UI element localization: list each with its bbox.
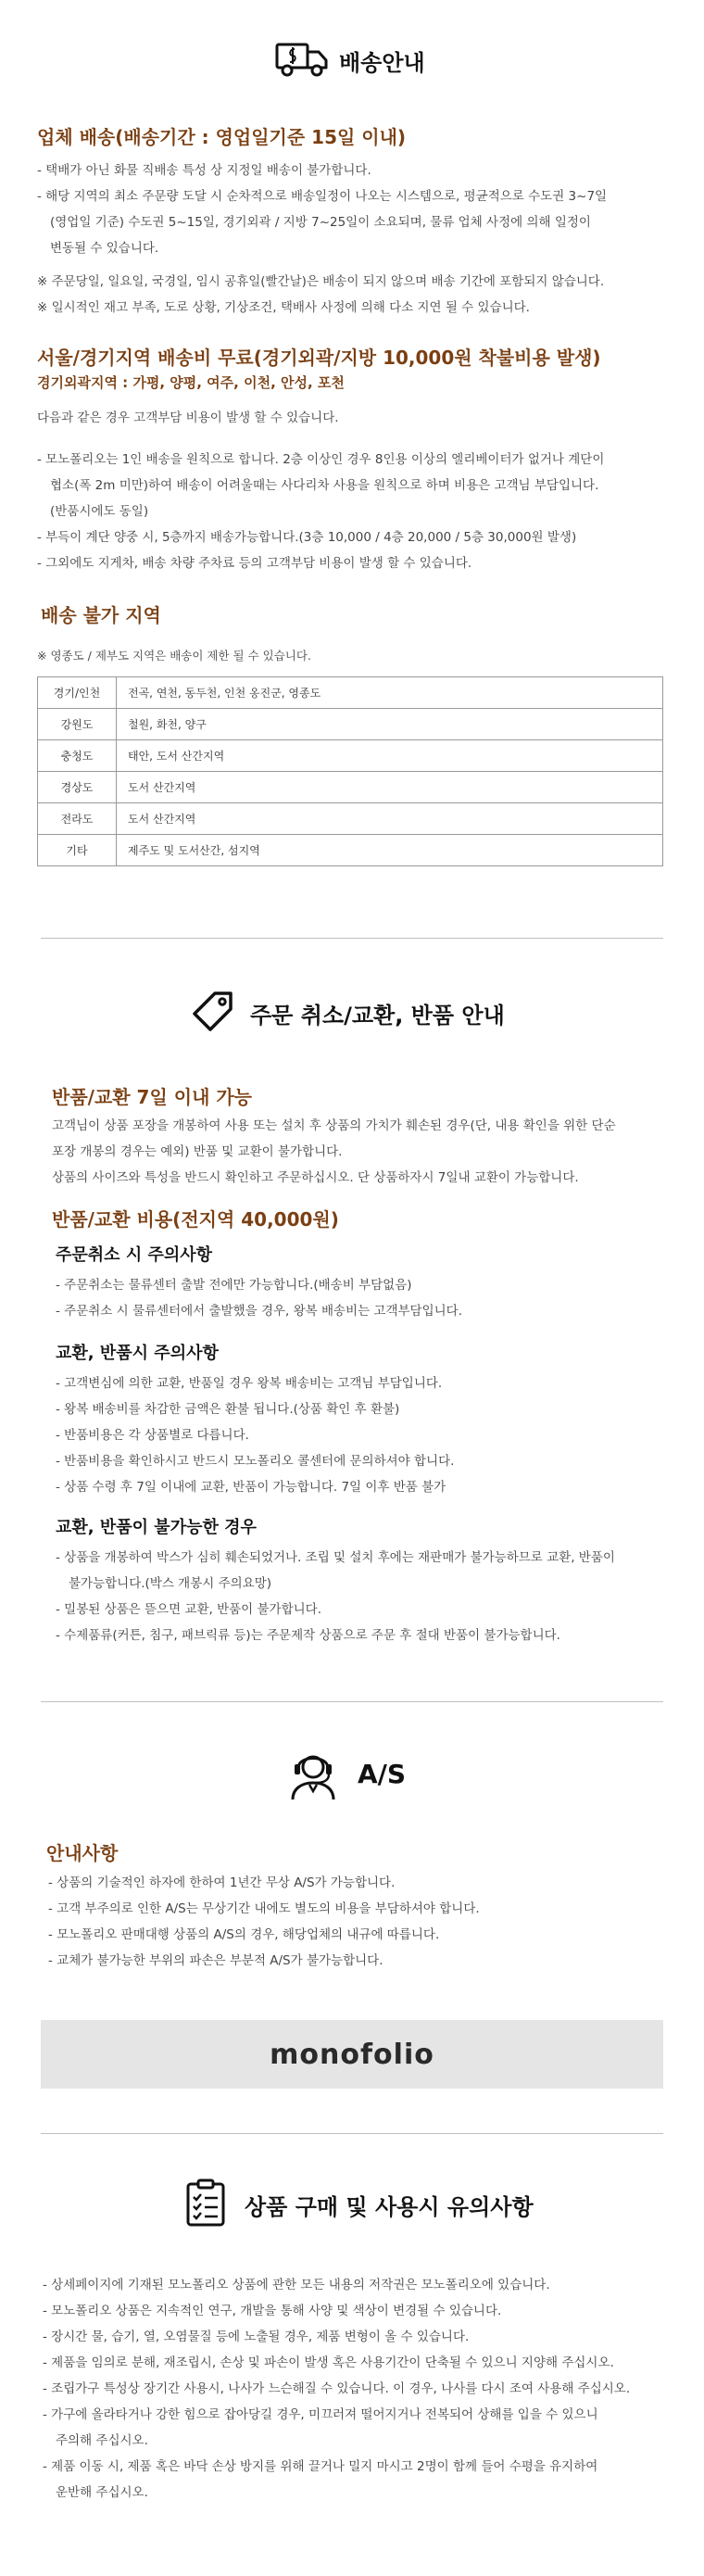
text-line: - 반품비용은 각 상품별로 다릅니다. [56,1428,249,1443]
exchange-caution-heading: 교환, 반품시 주의사항 [56,1344,219,1363]
table-row [38,677,663,709]
text-line: - 모노폴리오는 1인 배송을 원칙으로 합니다. 2층 이상인 경우 8인용 이상의 엘리베이터가 없거나 계단이 [37,452,605,467]
extra-cost-intro: 다음과 같은 경우 고객부담 비용이 발생 할 수 있습니다. [37,410,339,425]
text-line: 협소(폭 2m 미만)하여 배송이 어려울때는 사다리차 사용을 원칙으로 하며 비용은 고객님 부담입니다. [50,478,599,493]
text-line: - 반품비용을 확인하시고 반드시 모노폴리오 콜센터에 문의하셔야 합니다. [56,1454,455,1469]
region-cell: 강원도 [38,709,117,740]
areas-cell: 전곡, 연천, 동두천, 인천 옹진군, 영종도 [117,677,663,709]
return-period-heading: 반품/교환 7일 이내 가능 [52,1086,252,1108]
text-line: - 모노폴리오 상품은 지속적인 연구, 개발을 통해 사양 및 색상이 변경될 수 있습니다. [43,2304,502,2318]
text-line: 포장 개봉의 경우는 예외) 반품 및 교환이 불가합니다. [52,1144,343,1159]
returns-title: 주문 취소/교환, 반품 안내 [250,1003,505,1029]
unavailable-heading: 배송 불가 지역 [41,604,161,626]
text-line: 상품의 사이즈와 특성을 반드시 확인하고 주문하십시오. 단 상품하자시 7일내 교환이 가능합니다. [52,1170,579,1185]
price-tag-icon [191,990,235,1034]
note-line: ※ 주문당일, 일요일, 국경일, 임시 공휴일(빨간날)은 배송이 되지 않으며 배송 기간에 포함되지 않습니다. [37,274,605,289]
text-line: - 주문취소 시 물류센터에서 출발했을 경우, 왕복 배송비는 고객부담입니다. [56,1304,463,1319]
text-line: - 제품을 임의로 분해, 재조립시, 손상 및 파손이 발생 혹은 사용기간이 단축될 수 있으니 지양해 주십시오. [43,2355,614,2370]
text-line: - 가구에 올라타거나 강한 힘으로 잡아당길 경우, 미끄러져 떨어지거나 전복되어 상해를 입을 수 있으니 [43,2407,598,2422]
return-period-lines [52,1113,616,1191]
caution-lines [43,2272,630,2506]
free-shipping-heading: 서울/경기지역 배송비 무료(경기외곽/지방 10,000원 착불비용 발생) [37,347,601,369]
text-line: - 상품의 기술적인 하자에 한하여 1년간 무상 A/S가 가능합니다. [48,1875,396,1890]
text-line: - 교체가 불가능한 부위의 파손은 부분적 A/S가 불가능합니다. [48,1953,383,1968]
areas-cell: 도서 산간지역 [117,803,663,835]
vendor-shipping-lines [37,158,607,261]
text-line: - 제품 이동 시, 제품 혹은 바닥 손상 방지를 위해 끌거나 밀지 마시고 2명이 함께 들어 수평을 유지하여 [43,2459,598,2474]
table-row [38,835,663,866]
text-line: - 왕복 배송비를 차감한 금액은 환불 됩니다.(상품 확인 후 환불) [56,1402,400,1417]
text-line: (반품시에도 동일) [50,504,149,519]
outer-areas-text: 경기외곽지역 : 가평, 양평, 여주, 이천, 안성, 포천 [37,374,345,391]
impossible-cases-heading: 교환, 반품이 불가능한 경우 [56,1518,257,1537]
areas-cell: 제주도 및 도서산간, 섬지역 [117,835,663,866]
cancel-caution-heading: 주문취소 시 주의사항 [56,1245,213,1265]
text-line: - 상품 수령 후 7일 이내에 교환, 반품이 가능합니다. 7일 이후 반품 불가 [56,1480,446,1495]
section-divider [41,1701,663,1702]
text-line: 불가능합니다.(박스 개봉시 주의요망) [69,1576,272,1591]
text-line: - 수제품류(커튼, 침구, 패브릭류 등)는 주문제작 상품으로 주문 후 절대 반품이 불가능합니다. [56,1628,560,1643]
impossible-cases-lines [56,1545,615,1648]
text-line: - 모노폴리오 판매대행 상품의 A/S의 경우, 해당업체의 내규에 따릅니다. [48,1927,440,1942]
text-line: 운반해 주십시오. [56,2485,148,2500]
text-line: - 해당 지역의 최소 주문량 도달 시 순차적으로 배송일정이 나오는 시스템으로, 평균적으로 수도권 3~7일 [37,189,608,204]
text-line: - 조립가구 특성상 장기간 사용시, 나사가 느슨해질 수 있습니다. 이 경우, 나사를 다시 조여 사용해 주십시오. [43,2381,631,2396]
customer-support-headset-icon [287,1748,339,1801]
table-row [38,772,663,803]
section-divider [41,938,663,939]
text-line: - 부득이 계단 양중 시, 5층까지 배송가능합니다.(3층 10,000 / 4층 20,000 / 5층 30,000원 발생) [37,530,577,545]
caution-title: 상품 구매 및 사용시 유의사항 [245,2194,534,2220]
text-line: - 밀봉된 상품은 뜯으면 교환, 반품이 불가합니다. [56,1602,321,1617]
text-line: 고객님이 상품 포장을 개봉하여 사용 또는 설치 후 상품의 가치가 훼손된 경우(단, 내용 확인을 위한 단순 [52,1118,616,1133]
region-cell: 전라도 [38,803,117,835]
region-cell: 경상도 [38,772,117,803]
clipboard-checklist-icon [185,2178,226,2228]
cancel-caution-lines [56,1272,462,1324]
note-line: ※ 일시적인 재고 부족, 도로 상황, 기상조건, 택배사 사정에 의해 다소 지연 될 수 있습니다. [37,300,530,315]
shipping-title: 배송안내 [339,50,425,76]
text-line: (영업일 기준) 수도권 5~15일, 경기외곽 / 지방 7~25일이 소요되며, 물류 업체 사정에 의해 일정이 [50,215,591,230]
areas-cell: 태안, 도서 산간지역 [117,740,663,772]
text-line: 주의해 주십시오. [56,2433,148,2448]
region-cell: 경기/인천 [38,677,117,709]
text-line: - 주문취소는 물류센터 출발 전에만 가능합니다.(배송비 부담없음) [56,1278,412,1293]
text-line: - 고객변심에 의한 교환, 반품일 경우 왕복 배송비는 고객님 부담입니다. [56,1376,443,1391]
unavailable-region-table [37,676,663,866]
region-cell: 기타 [38,835,117,866]
table-row [38,709,663,740]
areas-cell: 철원, 화천, 양구 [117,709,663,740]
exchange-caution-lines [56,1370,454,1500]
areas-cell: 도서 산간지역 [117,772,663,803]
text-line: - 고객 부주의로 인한 A/S는 무상기간 내에도 별도의 비용을 부담하셔야 합니다. [48,1901,480,1916]
shipping-notes [37,269,604,321]
text-line: - 상품을 개봉하여 박스가 심히 훼손되었거나. 조립 및 설치 후에는 재판매가 불가능하므로 교환, 반품이 [56,1550,615,1565]
text-line: - 그외에도 지게차, 배송 차량 주차료 등의 고객부담 비용이 발생 할 수 있습니다. [37,556,472,571]
text-line: 변동될 수 있습니다. [50,241,159,256]
as-title: A/S [358,1759,407,1789]
section-divider [41,2133,663,2134]
delivery-truck-icon [274,41,330,80]
as-notice-lines [48,1870,480,1974]
region-cell: 충청도 [38,740,117,772]
return-cost-heading: 반품/교환 비용(전지역 40,000원) [52,1208,339,1231]
text-line: - 장시간 물, 습기, 열, 오염물질 등에 노출될 경우, 제품 변형이 올 수 있습니다. [43,2330,470,2344]
monofolio-logo: monofolio [270,2038,434,2071]
unavailable-note: ※ 영종도 / 제부도 지역은 배송이 제한 될 수 있습니다. [37,649,311,663]
vendor-shipping-heading: 업체 배송(배송기간 : 영업일기준 15일 이내) [37,126,407,148]
brand-banner [41,2020,663,2089]
table-row [38,740,663,772]
extra-cost-lines [37,447,604,576]
as-notice-heading: 안내사항 [46,1842,119,1864]
table-row [38,803,663,835]
text-line: - 택배가 아닌 화물 직배송 특성 상 지정일 배송이 불가합니다. [37,163,371,178]
text-line: - 상세페이지에 기재된 모노폴리오 상품에 관한 모든 내용의 저작권은 모노폴리오에 있습니다. [43,2278,550,2292]
